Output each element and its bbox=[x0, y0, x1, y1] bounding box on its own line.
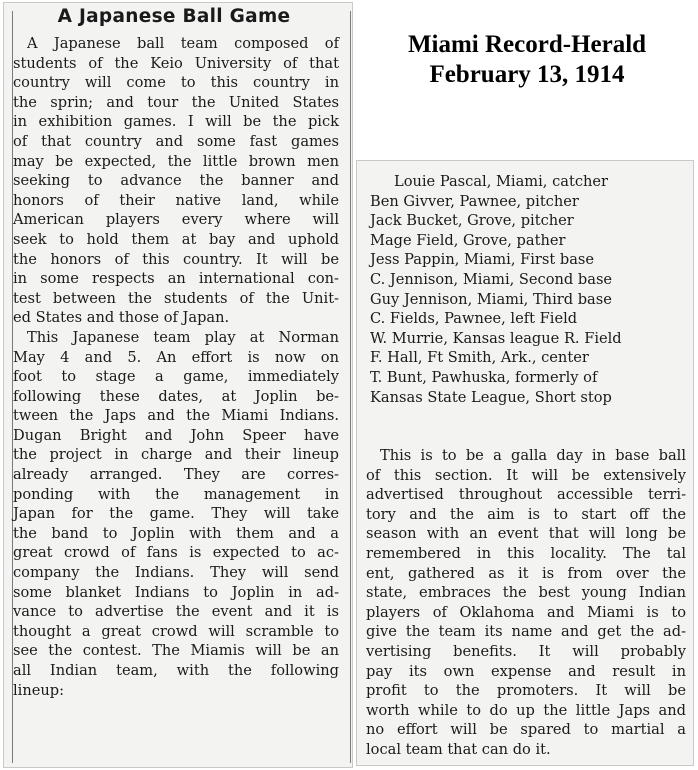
article-right-line: local team that can do it. bbox=[366, 740, 551, 758]
article-left-line: foot to stage a game, immediately bbox=[13, 368, 339, 386]
article-left-line: students of the Keio University of that bbox=[13, 54, 339, 72]
article-right-line: of this section. It will be extensively bbox=[366, 466, 686, 484]
publication-date: February 13, 1914 bbox=[429, 61, 625, 88]
article-left-line: Dugan Bright and John Speer have bbox=[13, 426, 339, 444]
lineup-entry: C. Fields, Pawnee, left Field bbox=[370, 310, 578, 328]
article-right-line: no effort will be spared to martial a bbox=[366, 721, 686, 739]
article-left-line: great crowd of fans is expected to ac- bbox=[13, 544, 339, 562]
article-left-line: the project in charge and their lineup bbox=[13, 446, 339, 464]
article-right-line: season with an event that will long be bbox=[366, 525, 686, 543]
article-left-line: thought a great crowd will scramble to bbox=[13, 622, 339, 640]
article-left-line: the band to Joplin with them and a bbox=[13, 524, 339, 542]
lineup-entry: Guy Jennison, Miami, Third base bbox=[370, 290, 612, 308]
article-left-line: honors of their native land, while bbox=[13, 191, 339, 209]
lineup-entry: Jack Bucket, Grove, pitcher bbox=[370, 212, 574, 230]
article-left-line: following these dates, at Joplin be- bbox=[13, 387, 339, 405]
article-left-line: tween the Japs and the Miami Indians. bbox=[13, 407, 339, 425]
lineup-entry: T. Bunt, Pawhuska, formerly of bbox=[370, 368, 598, 386]
article-right-line: remembered in this locality. The tal bbox=[366, 544, 686, 562]
article-left-line: in exhibition games. I will be the pick bbox=[13, 113, 339, 131]
lineup-list bbox=[370, 172, 686, 407]
lineup-entry: Louie Pascal, Miami, catcher bbox=[394, 173, 609, 190]
lineup-entry: F. Hall, Ft Smith, Ark., center bbox=[370, 349, 589, 367]
lineup-entry: C. Jennison, Miami, Second base bbox=[370, 270, 613, 288]
newspaper-name: Miami Record-Herald bbox=[407, 31, 647, 58]
article-right-line: pay its own expense and result in bbox=[366, 662, 686, 680]
article-left-line: Japan for the game. They will take bbox=[13, 505, 339, 523]
article-left-line: all Indian team, with the following bbox=[13, 662, 339, 679]
article-headline: A Japanese Ball Game bbox=[57, 6, 291, 27]
article-body-right bbox=[366, 446, 686, 760]
article-left-line: A Japanese ball team composed of bbox=[27, 35, 339, 52]
article-right-line: state, embraces the best young Indian bbox=[366, 584, 686, 602]
article-right-line: vertising benefits. It will probably bbox=[366, 642, 686, 660]
article-right-line: players of Oklahoma and Miami is to bbox=[366, 603, 686, 621]
article-right-line: advertised throughout accessible terri- bbox=[366, 486, 686, 504]
article-right-line: worth while to do up the little Japs and bbox=[366, 701, 686, 719]
article-left-line: test between the students of the Unit- bbox=[13, 289, 339, 307]
column-rule-right bbox=[350, 11, 351, 763]
article-left-line: ponding with the management in bbox=[13, 485, 339, 503]
article-left-line: May 4 and 5. An effort is now on bbox=[13, 348, 339, 366]
article-left-line: country will come to this country in bbox=[13, 74, 339, 92]
article-right-line: give the team its name and get the ad- bbox=[366, 623, 686, 641]
article-left-line: already arranged. They are corres- bbox=[13, 466, 339, 484]
article-body-left bbox=[13, 34, 339, 700]
article-right-line: ent, gathered as it is from over the bbox=[366, 564, 686, 582]
article-left-line: American players every where will bbox=[13, 211, 339, 229]
article-right-line: This is to be a galla day in base ball bbox=[380, 447, 686, 464]
article-left-line: vance to advertise the event and it is bbox=[13, 603, 339, 621]
article-left-line: in some respects an international con- bbox=[13, 270, 339, 288]
article-right-line: tory and the aim is to start off the bbox=[366, 505, 686, 523]
article-left-line: seek to hold them at bay and uphold bbox=[13, 230, 339, 248]
article-left-line: some blanket Indians to Joplin in ad- bbox=[13, 583, 339, 601]
article-left-line: company the Indians. They will send bbox=[13, 564, 339, 582]
article-right-line: profit to the promoters. It will be bbox=[366, 682, 686, 700]
source-caption bbox=[364, 30, 690, 90]
article-left-line: of that country and some fast games bbox=[13, 132, 339, 150]
article-left-line: lineup: bbox=[13, 681, 65, 699]
lineup-entry: Kansas State League, Short stop bbox=[370, 388, 612, 406]
lineup-entry: W. Murrie, Kansas league R. Field bbox=[370, 329, 622, 347]
article-left-line: may be expected, the little brown men bbox=[13, 152, 339, 170]
article-left-line: ed States and those of Japan. bbox=[13, 309, 230, 327]
lineup-entry: Ben Givver, Pawnee, pitcher bbox=[370, 192, 579, 210]
article-left-line: This Japanese team play at Norman bbox=[27, 328, 339, 346]
article-left-line: the honors of this country. It will be bbox=[13, 250, 339, 268]
article-left-line: see the contest. The Miamis will be an bbox=[13, 642, 339, 660]
article-left-line: seeking to advance the banner and bbox=[13, 172, 339, 190]
article-left-line: the sprin; and tour the United States bbox=[13, 93, 339, 111]
lineup-entry: Jess Pappin, Miami, First base bbox=[370, 251, 595, 269]
lineup-entry: Mage Field, Grove, pather bbox=[370, 231, 566, 249]
